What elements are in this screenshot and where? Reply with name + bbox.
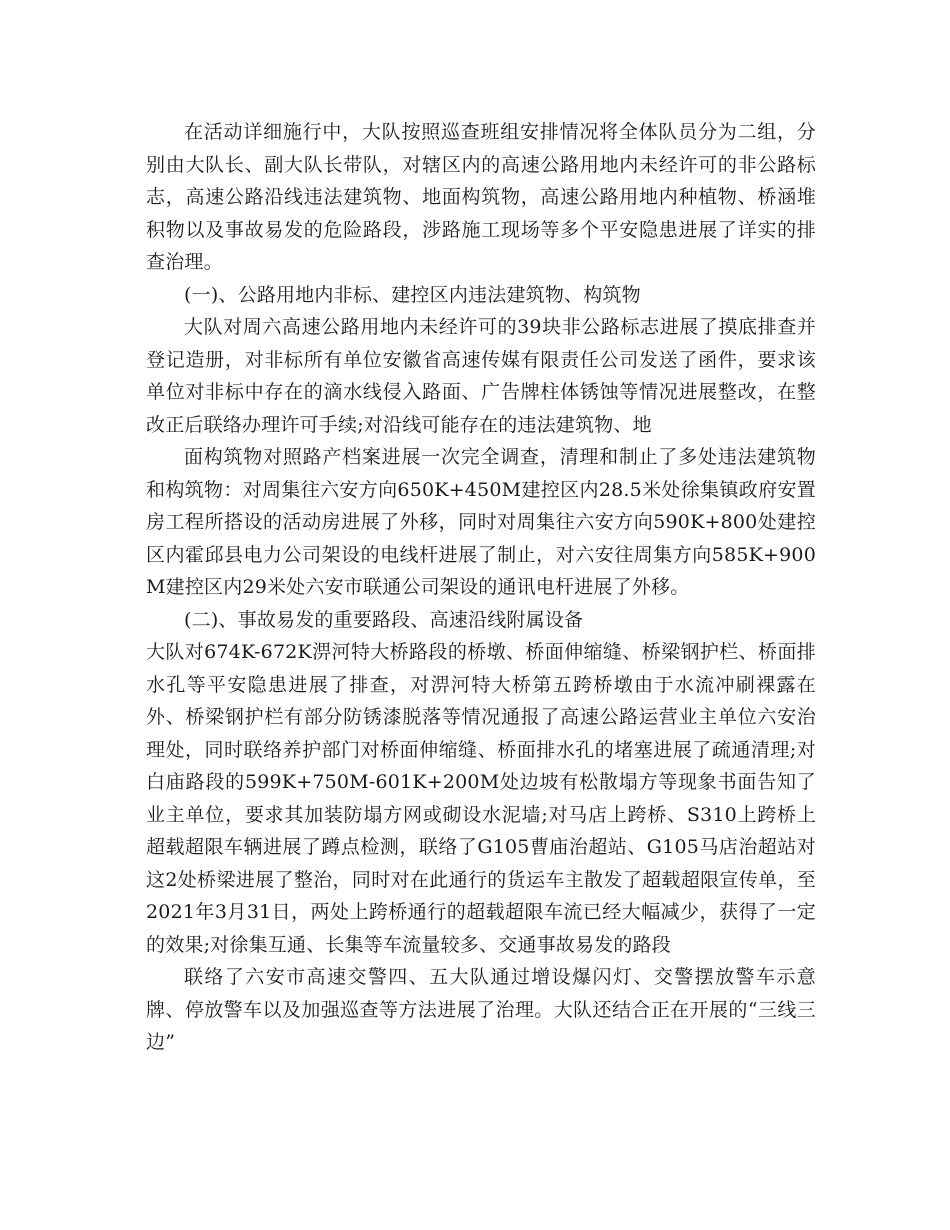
document-body <box>146 116 816 1059</box>
section-heading-2: (二)、事故易发的重要路段、高速沿线附属设备 <box>184 608 584 631</box>
paragraph-non-standard-signs: 大队对周六高速公路用地内未经许可的39块非公路标志进展了摸底排查并登记造册，对非标所有单位安徽省高速传媒有限责任公司发送了函件，要求该单位对非标中存在的滴水线侵入路面、广告牌柱体锈蚀等情况进展整改，在整改正后联络办理许可手续;对沿线可能存在的违法建筑物、地 <box>146 316 816 436</box>
paragraph-intro: 在活动详细施行中，大队按照巡查班组安排情况将全体队员分为二组，分别由大队长、副大队长带队，对辖区内的高速公路用地内未经许可的非公路标志，高速公路沿线违法建筑物、地面构筑物，高速公路用地内种植物、桥涵堆积物以及事故易发的危险路段，涉路施工现场等多个平安隐患进展了详实的排查治理。 <box>146 121 816 273</box>
paragraph-structures: 面构筑物对照路产档案进展一次完全调查，清理和制止了多处违法建筑物和构筑物：对周集往六安方向650K+450M建控区内28.5米处徐集镇政府安置房工程所搭设的活动房进展了外移，同时对周集往六安方向590K+800处建控区内霍邱县电力公司架设的电线杆进展了制止，对六安往周集方向585K+900M建控区内29米处六安市联通公司架设的通讯电杆进展了外移。 <box>146 446 816 598</box>
paragraph-traffic-police: 联络了六安市高速交警四、五大队通过增设爆闪灯、交警摆放警车示意牌、停放警车以及加强巡查等方法进展了治理。大队还结合正在开展的“三线三边” <box>146 966 816 1053</box>
section-heading-1: (一)、公路用地内非标、建控区内违法建筑物、构筑物 <box>184 283 641 306</box>
paragraph-bridges: 大队对674K-672K淠河特大桥路段的桥墩、桥面伸缩缝、桥梁钢护栏、桥面排水孔等平安隐患进展了排查，对淠河特大桥第五跨桥墩由于水流冲刷裸露在外、桥梁钢护栏有部分防锈漆脱落等情况通报了高速公路运营业主单位六安治理处，同时联络养护部门对桥面伸缩缝、桥面排水孔的堵塞进展了疏通清理;对白庙路段的599K+750M-601K+200M处边坡有松散塌方等现象书面告知了业主单位，要求其加装防塌方网或砌设水泥墙;对马店上跨桥、S310上跨桥上超载超限车辆进展了蹲点检测，联络了G105曹庙治超站、G105马店治超站对这2处桥梁进展了整治，同时对在此通行的货运车主散发了超载超限宣传单，至2021年3月31日，两处上跨桥通行的超载超限车流已经大幅减少，获得了一定的效果;对徐集互通、长集等车流量较多、交通事故易发的路段 <box>146 641 816 956</box>
